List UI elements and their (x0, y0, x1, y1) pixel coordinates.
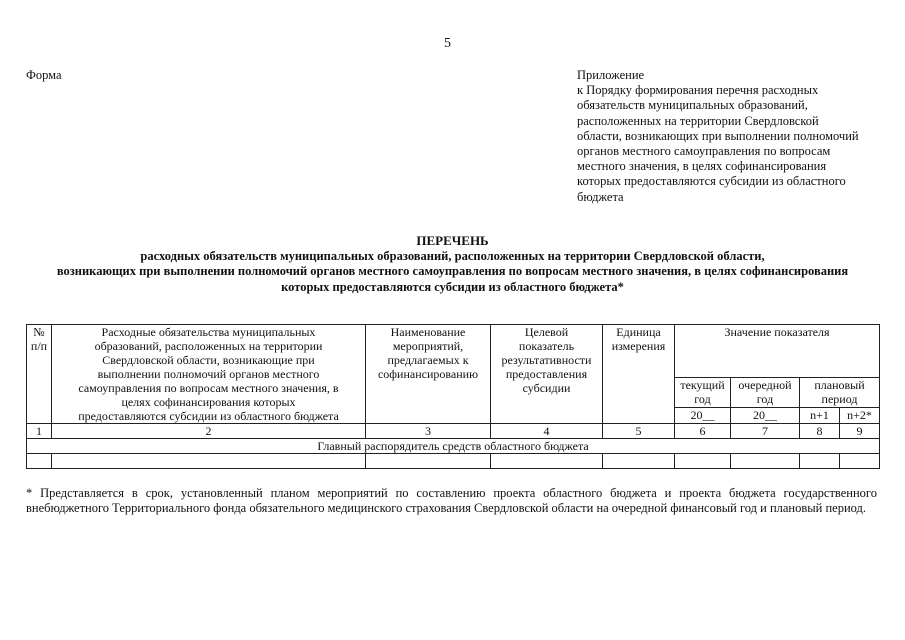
subtitle-line: которых предоставляются субсидии из областного бюджета* (281, 279, 624, 294)
column-number: 8 (800, 424, 840, 439)
subtitle-line: возникающих при выполнении полномочий органов местного самоуправления по вопросам местного значения, в целях софинансирования (56, 264, 849, 279)
header-target: Целевой показатель результативности предоставления субсидии (491, 325, 603, 424)
column-number: 9 (840, 424, 880, 439)
empty-cell (731, 454, 800, 469)
document-subtitle (0, 249, 905, 295)
header-current-year: текущий год (675, 378, 731, 408)
page-number: 5 (444, 36, 451, 51)
empty-data-row (27, 454, 880, 469)
column-number: 5 (603, 424, 675, 439)
header-n1: n+1 (800, 408, 840, 424)
appendix-line: расположенных на территории Свердловской (577, 113, 819, 128)
column-number: 3 (366, 424, 491, 439)
header-unit: Единица измерения (603, 325, 675, 424)
year-placeholder-next: 20__ (731, 408, 800, 424)
appendix-line: области, возникающих при выполнении полномочий (577, 128, 859, 143)
empty-cell (366, 454, 491, 469)
column-number: 6 (675, 424, 731, 439)
column-number: 7 (731, 424, 800, 439)
empty-cell (675, 454, 731, 469)
appendix-line: которых предоставляются субсидии из областного (577, 174, 846, 189)
empty-cell (840, 454, 880, 469)
appendix-note (577, 68, 887, 205)
appendix-line: Приложение (577, 68, 645, 82)
column-numbers-row (27, 424, 880, 439)
header-value-group: Значение показателя (675, 325, 880, 378)
appendix-line: обязательств муниципальных образований, (577, 98, 808, 113)
section-row (27, 439, 880, 454)
header-n2: n+2* (840, 408, 880, 424)
header-next-year: очередной год (731, 378, 800, 408)
empty-cell (52, 454, 366, 469)
header-events: Наименование мероприятий, предлагаемых к софинансированию (366, 325, 491, 424)
subtitle-line: расходных обязательств муниципальных образований, расположенных на территории Свердловской области, (140, 249, 765, 263)
form-label: Форма (26, 68, 62, 82)
column-number: 2 (52, 424, 366, 439)
document-title: ПЕРЕЧЕНЬ (416, 233, 489, 248)
column-number: 1 (27, 424, 52, 439)
header-obligations: Расходные обязательства муниципальных образований, расположенных на территории Свердловской области, возникающие при выполнении полномочий органов местного самоуправления по вопросам местного значения, в целях софинансирования которых предоставляются субсидии из областного бюджета (52, 325, 366, 424)
year-placeholder-current: 20__ (675, 408, 731, 424)
column-number: 4 (491, 424, 603, 439)
appendix-line: бюджета (577, 189, 624, 204)
empty-cell (491, 454, 603, 469)
header-num: № п/п (27, 325, 52, 424)
empty-cell (800, 454, 840, 469)
appendix-line: к Порядку формирования перечня расходных (577, 83, 819, 98)
empty-cell (27, 454, 52, 469)
obligations-table (26, 324, 880, 469)
appendix-line: органов местного самоуправления по вопросам (577, 144, 831, 159)
footnote: * Представляется в срок, установленный планом мероприятий по составлению проекта областного бюджета и проекта бюджета государственного внебюджетного Территориального фонда обязательного медицинского страхования Свердловской области на очередной финансовый год и плановый период. (26, 486, 877, 516)
section-row-label: Главный распорядитель средств областного бюджета (27, 439, 880, 454)
empty-cell (603, 454, 675, 469)
appendix-line: местного значения, в целях софинансирования (577, 159, 827, 174)
header-planned-period: плановый период (800, 378, 880, 408)
